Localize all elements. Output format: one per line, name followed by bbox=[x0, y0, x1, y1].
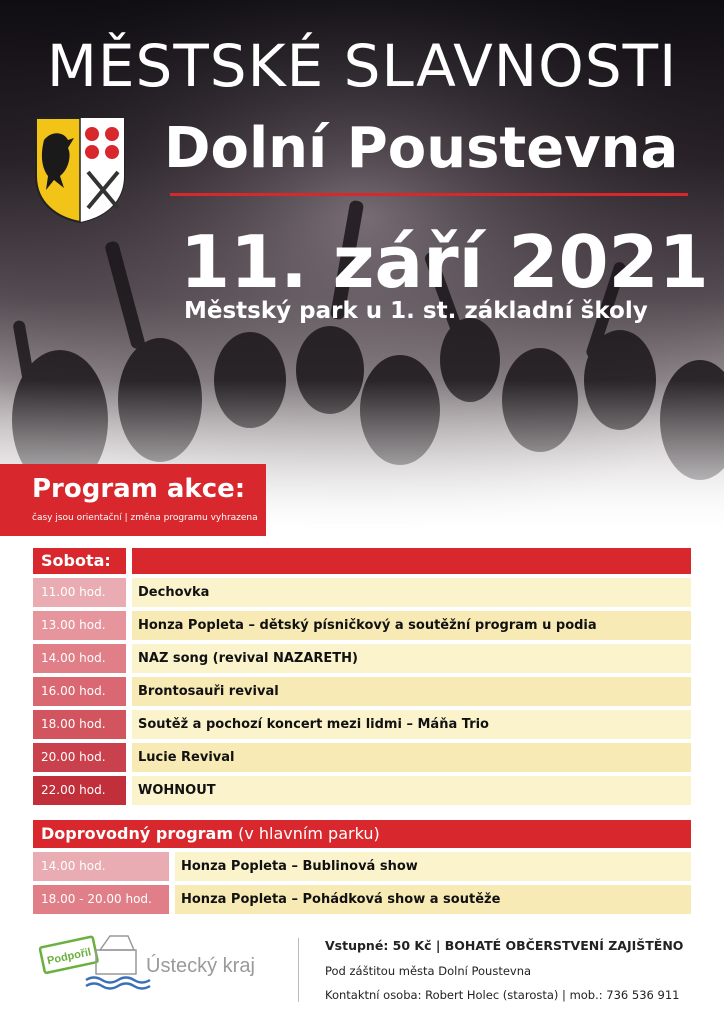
footer-contact: Kontaktní osoba: Robert Holec (starosta) | mob.: 736 536 911 bbox=[325, 988, 680, 1002]
event-date: 11. září 2021 bbox=[180, 220, 709, 304]
side-program-header bbox=[33, 820, 691, 848]
saturday-header bbox=[33, 548, 691, 574]
schedule-time: 18.00 - 20.00 hod. bbox=[33, 885, 169, 914]
side-program-label: Doprovodný program bbox=[41, 824, 234, 843]
program-note: časy jsou orientační | změna programu vyhrazena bbox=[32, 513, 258, 523]
saturday-schedule bbox=[33, 548, 691, 805]
saturday-label: Sobota: bbox=[33, 548, 126, 574]
side-program-label-suffix: (v hlavním parku) bbox=[233, 824, 380, 843]
schedule-event: Honza Popleta – Pohádková show a soutěže bbox=[175, 885, 691, 914]
schedule-event: NAZ song (revival NAZARETH) bbox=[132, 644, 691, 673]
schedule-time: 18.00 hod. bbox=[33, 710, 126, 739]
title-line1: MĚSTSKÉ SLAVNOSTI bbox=[46, 32, 678, 100]
schedule-time: 16.00 hod. bbox=[33, 677, 126, 706]
sponsor-stamp: Podpořil bbox=[46, 946, 93, 968]
schedule-time: 20.00 hod. bbox=[33, 743, 126, 772]
town-crest-icon bbox=[34, 116, 126, 224]
schedule-row bbox=[33, 776, 691, 805]
saturday-header-bar bbox=[132, 548, 691, 574]
schedule-time: 11.00 hod. bbox=[33, 578, 126, 607]
schedule-row bbox=[33, 743, 691, 772]
footer-divider bbox=[298, 938, 299, 1002]
schedule-row bbox=[33, 578, 691, 607]
schedule-row bbox=[33, 644, 691, 673]
program-title: Program akce: bbox=[32, 474, 246, 504]
footer-admission: Vstupné: 50 Kč | BOHATÉ OBČERSTVENÍ ZAJIŠTĚNO bbox=[325, 938, 684, 953]
schedule-row bbox=[33, 885, 691, 914]
schedule-event: Honza Popleta – dětský písničkový a soutěžní program u podia bbox=[132, 611, 691, 640]
schedule-event: Lucie Revival bbox=[132, 743, 691, 772]
side-program-schedule bbox=[33, 820, 691, 914]
schedule-row bbox=[33, 710, 691, 739]
schedule-time: 14.00 hod. bbox=[33, 852, 169, 881]
usti-region-logo bbox=[38, 928, 278, 998]
schedule-row bbox=[33, 677, 691, 706]
schedule-time: 14.00 hod. bbox=[33, 644, 126, 673]
schedule-time: 13.00 hod. bbox=[33, 611, 126, 640]
schedule-time: 22.00 hod. bbox=[33, 776, 126, 805]
schedule-row bbox=[33, 611, 691, 640]
schedule-event: WOHNOUT bbox=[132, 776, 691, 805]
title-divider bbox=[170, 193, 688, 196]
sponsor-region: Ústecký kraj bbox=[146, 955, 255, 977]
schedule-event: Honza Popleta – Bublinová show bbox=[175, 852, 691, 881]
event-venue: Městský park u 1. st. základní školy bbox=[184, 298, 648, 324]
schedule-event: Dechovka bbox=[132, 578, 691, 607]
title-line2: Dolní Poustevna bbox=[164, 116, 679, 181]
schedule-row bbox=[33, 852, 691, 881]
footer-patronage: Pod záštitou města Dolní Poustevna bbox=[325, 964, 532, 978]
schedule-event: Brontosauři revival bbox=[132, 677, 691, 706]
schedule-event: Soutěž a pochozí koncert mezi lidmi – Máňa Trio bbox=[132, 710, 691, 739]
